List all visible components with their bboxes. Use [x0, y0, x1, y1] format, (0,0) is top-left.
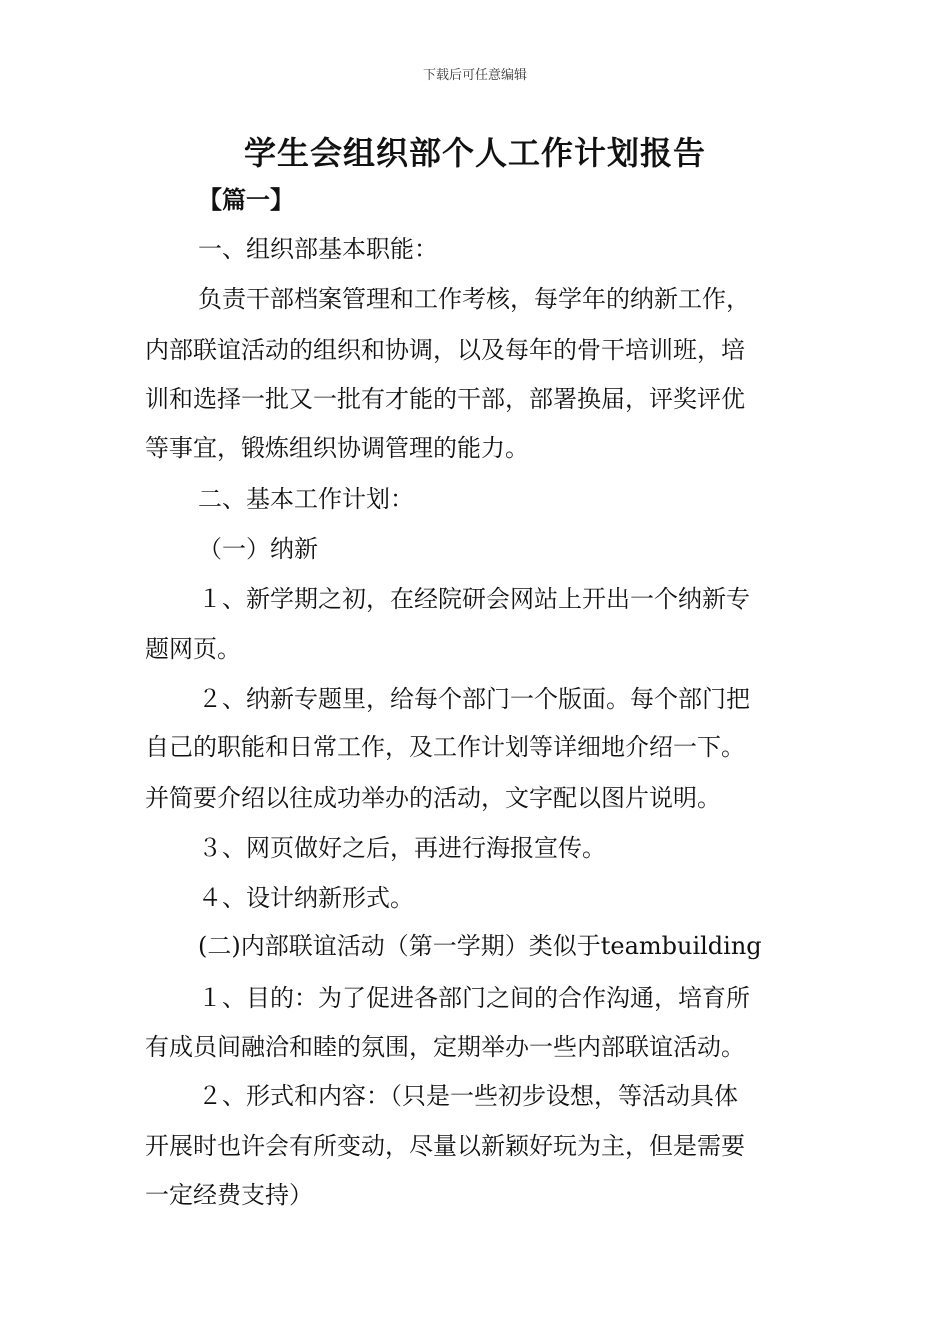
- paragraph-line: 有成员间融洽和睦的氛围，定期举办一些内部联谊活动。: [145, 1033, 745, 1061]
- heading-basic-functions: 一、组织部基本职能：: [198, 235, 438, 263]
- paragraph-line: ２、纳新专题里，给每个部门一个版面。每个部门把: [198, 685, 750, 713]
- paragraph-line: 并简要介绍以往成功举办的活动，文字配以图片说明。: [145, 784, 721, 812]
- paragraph-line: １、目的：为了促进各部门之间的合作沟通，培育所: [198, 984, 750, 1012]
- document-title: 学生会组织部个人工作计划报告: [243, 134, 706, 172]
- page-header-note: 下载后可任意编辑: [422, 68, 527, 83]
- paragraph-line: １、新学期之初，在经院研会网站上开出一个纳新专: [198, 585, 750, 613]
- subheading-internal-activities: (二)内部联谊活动（第一学期）类似于teambuilding: [198, 932, 762, 960]
- paragraph-line: ４、设计纳新形式。: [198, 884, 414, 912]
- paragraph-line: 题网页。: [145, 635, 241, 663]
- paragraph-line: 负责干部档案管理和工作考核，每学年的纳新工作，: [198, 285, 750, 313]
- section-heading: 【篇一】: [198, 185, 294, 214]
- paragraph-line: 自己的职能和日常工作，及工作计划等详细地介绍一下。: [145, 733, 745, 761]
- paragraph-line: ３、网页做好之后，再进行海报宣传。: [198, 834, 606, 862]
- heading-work-plan: 二、基本工作计划：: [198, 485, 414, 513]
- paragraph-line: 训和选择一批又一批有才能的干部，部署换届，评奖评优: [145, 385, 745, 413]
- paragraph-line: 开展时也许会有所变动，尽量以新颖好玩为主，但是需要: [145, 1132, 745, 1160]
- paragraph-line: ２、形式和内容：（只是一些初步设想，等活动具体: [198, 1082, 738, 1110]
- paragraph-line: 等事宜，锻炼组织协调管理的能力。: [145, 434, 529, 462]
- paragraph-line: 一定经费支持）: [145, 1181, 313, 1209]
- paragraph-line: 内部联谊活动的组织和协调，以及每年的骨干培训班，培: [145, 336, 745, 364]
- subheading-recruitment: （一）纳新: [198, 535, 318, 563]
